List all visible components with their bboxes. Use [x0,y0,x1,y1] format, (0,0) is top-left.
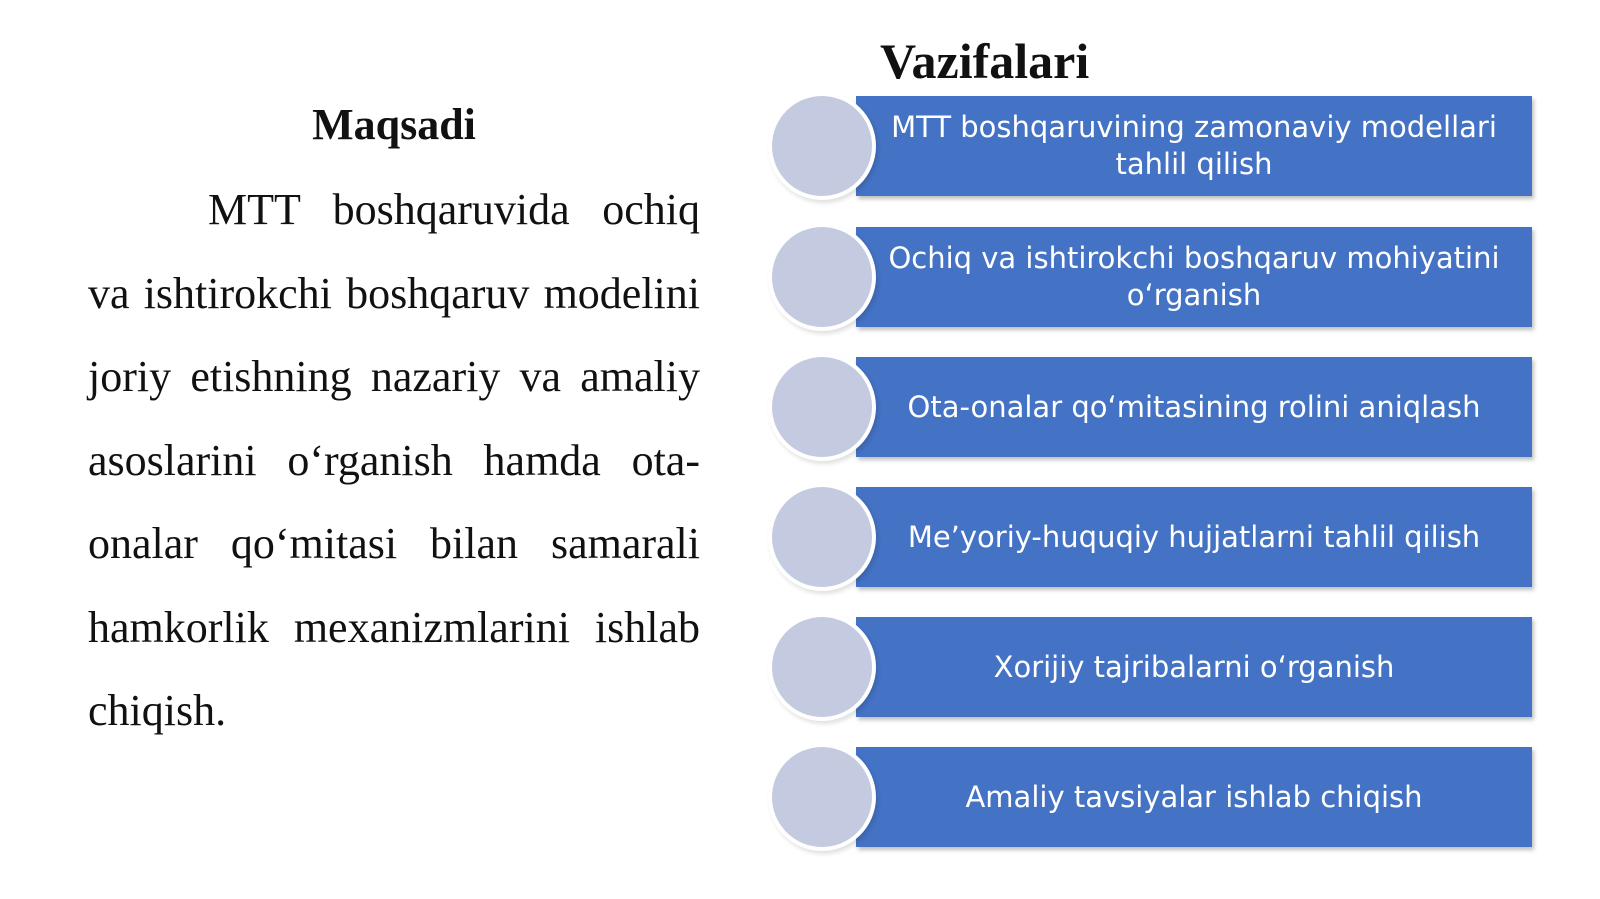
task-circle [772,96,872,196]
task-circle [772,747,872,847]
task-label: MTT boshqaruvining zamonaviy modellari tahlil qilish [891,110,1497,181]
task-bar [856,487,1532,587]
task-bar [856,96,1532,196]
task-circle [772,617,872,717]
task-label: Xorijiy tajribalarni o‘rganish [993,649,1395,684]
task-item-2 [772,227,1532,327]
task-bar [856,747,1532,847]
task-label: Me’yoriy-huquqiy hujjatlarni tahlil qilish [907,519,1481,554]
task-item-4 [772,487,1532,587]
task-label: Ota-onalar qo‘mitasining rolini aniqlash [907,389,1481,424]
task-item-1 [772,96,1532,196]
task-circle [772,357,872,457]
task-bar [856,357,1532,457]
task-item-6 [772,747,1532,847]
task-item-3 [772,357,1532,457]
task-circle [772,487,872,587]
task-bar [856,617,1532,717]
goal-title: Maqsadi [312,100,476,149]
goal-text: MTT boshqaruvida ochiq va ishtirokchi boshqaruv modelini joriy etishning nazariy va amaliy asoslarini o‘rganish hamda ota-onalar qo‘mitasi bilan samarali hamkorlik mexanizmlarini ishlab chiqish. [88,185,700,735]
task-label: Ochiq va ishtirokchi boshqaruv mohiyatini o‘rganish [888,241,1500,312]
tasks-title: Vazifalari [880,33,1090,89]
task-bar [856,227,1532,327]
task-item-5 [772,617,1532,717]
task-circle [772,227,872,327]
task-label: Amaliy tavsiyalar ishlab chiqish [965,779,1423,814]
